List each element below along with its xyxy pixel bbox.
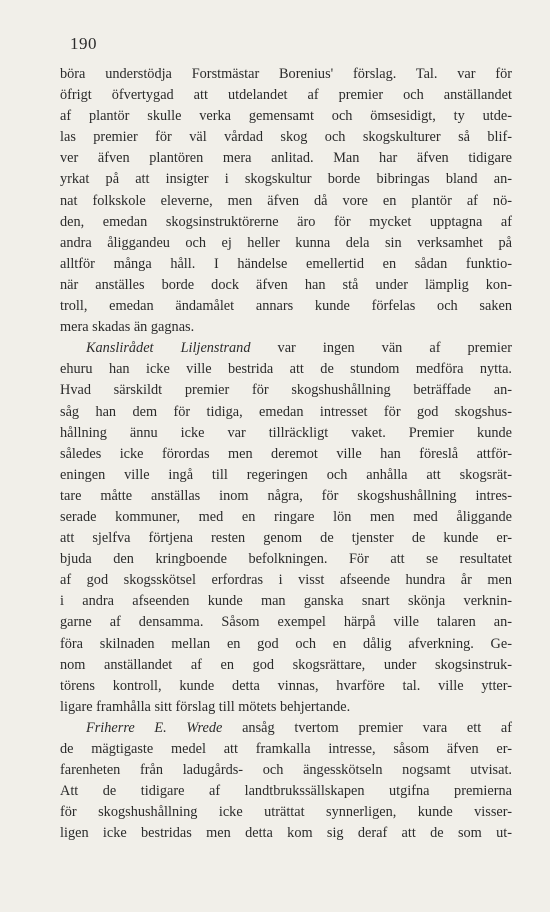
text-line xyxy=(60,296,512,317)
line-text: af plantör skulle verka gemensamt och ömsesidigt, ty utde- xyxy=(60,108,512,125)
line-text: af god skogsskötsel erfordras i visst afseende hundra år men xyxy=(60,572,512,589)
line-text: ehuru han icke ville bestrida att de stundom medföra nytta. xyxy=(60,361,512,378)
text-line xyxy=(60,338,512,359)
text-line xyxy=(60,655,512,676)
text-line xyxy=(60,697,512,718)
speaker-name: Kanslirådet Liljenstrand xyxy=(86,340,251,357)
line-text: nom anställandet af en god skogsrättare, under skogsinstruk- xyxy=(60,656,512,673)
line-text: troll, emedan ändamålet annars kunde förfelas och saken xyxy=(60,298,512,315)
line-text: farenheten från ladugårds- och ängesskötseln nogsamt utvisat. xyxy=(60,762,512,779)
text-line xyxy=(60,444,512,465)
line-text: att sjelfva förtjena resten genom de tjenster de kunde er- xyxy=(60,530,512,547)
line-text: i andra afseenden kunde man ganska snart skönja verknin- xyxy=(60,593,512,610)
text-line xyxy=(60,380,512,401)
text-line xyxy=(60,781,512,802)
page-number: 190 xyxy=(70,34,97,53)
line-text: törens kontroll, kunde detta vinnas, hvarföre tal. ville ytter- xyxy=(60,677,512,694)
line-text: de mägtigaste medel att framkalla intresse, såsom äfven er- xyxy=(60,741,512,757)
text-line xyxy=(60,802,512,823)
text-line xyxy=(60,465,512,486)
text-line xyxy=(60,634,512,655)
text-line xyxy=(60,359,512,380)
text-line xyxy=(60,612,512,633)
line-text: den, emedan skogsinstruktörerne äro för mycket upptagna af xyxy=(60,213,512,230)
line-text: las premier för väl vårdad skog och skogskulturer så blif- xyxy=(60,129,512,146)
line-text: garne af densamma. Såsom exempel härpå ville talaren an- xyxy=(60,614,512,631)
line-text: bjuda den kringboende befolkningen. För att se resultatet xyxy=(60,551,512,568)
line-text: öfrigt öfvertygad att utdelandet af premier och anställandet xyxy=(60,87,512,104)
line-text: alltför många håll. I händelse emellertid en sådan funktio- xyxy=(60,255,512,272)
text-line xyxy=(60,507,512,528)
text-line xyxy=(60,106,512,127)
text-line xyxy=(60,169,512,190)
text-line xyxy=(60,528,512,549)
text-line xyxy=(60,570,512,591)
body-text xyxy=(60,64,512,844)
text-line xyxy=(60,718,512,739)
text-line xyxy=(60,85,512,106)
line-text: var ingen vän af premier xyxy=(250,340,512,357)
text-line xyxy=(60,739,512,760)
text-line xyxy=(60,317,512,338)
line-text: ansåg tvertom premier vara ett af xyxy=(222,719,512,736)
line-text: serade kommuner, med en ringare lön men med åliggande xyxy=(60,508,512,525)
text-line xyxy=(60,148,512,169)
line-text: för skogshushållning icke uträttat synnerligen, kunde visser- xyxy=(60,804,512,821)
text-line xyxy=(60,233,512,254)
text-line xyxy=(60,212,512,233)
speaker-name: Friherre E. Wrede xyxy=(86,719,223,736)
text-line xyxy=(60,591,512,612)
text-line xyxy=(60,191,512,212)
line-text: nat folkskole eleverne, men äfven då vore en plantör af nö- xyxy=(60,192,512,209)
line-text: tare måtte anställas inom några, för skogshushållning intres- xyxy=(60,487,512,504)
line-text: hållning ännu icke var tillräckligt vaket. Premier kunde xyxy=(60,424,512,441)
line-text: såg han dem för tidiga, emedan intresset för god skogshus- xyxy=(60,403,512,420)
line-text: mera skadas än gagnas. xyxy=(60,319,195,336)
line-text: eningen ville ingå till regeringen och anhålla att skogsrät- xyxy=(60,466,512,483)
line-text: således icke förordas men deremot ville han föreslå attför- xyxy=(60,445,512,462)
line-text: ligare framhålla sitt förslag till mötets behjertande. xyxy=(60,698,351,715)
line-text: föra skilnaden mellan en god och en dålig afverkning. Ge- xyxy=(60,635,512,652)
line-text: böra understödja Forstmästar Borenius' förslag. Tal. var för xyxy=(60,66,512,82)
line-text: Att de tidigare af landtbrukssällskapen utgifna premierna xyxy=(60,783,512,800)
text-line xyxy=(60,486,512,507)
text-line xyxy=(60,254,512,275)
text-line xyxy=(60,549,512,570)
text-line xyxy=(60,823,512,844)
text-line xyxy=(60,64,512,85)
text-line xyxy=(60,423,512,444)
text-line xyxy=(60,275,512,296)
line-text: yrkat på att insigter i skogskultur borde bibringas bland an- xyxy=(60,171,512,188)
line-text: när anställes borde dock äfven han stå under lämplig kon- xyxy=(60,276,512,293)
text-line xyxy=(60,676,512,697)
text-line xyxy=(60,760,512,781)
line-text: ver äfven plantören mera anlitad. Man har äfven tidigare xyxy=(60,150,512,167)
line-text: ligen icke bestridas men detta kom sig deraf att de som ut- xyxy=(60,825,512,842)
line-text: andra åliggandeu och ej heller kunna dela sin verksamhet på xyxy=(60,234,512,251)
text-line xyxy=(60,127,512,148)
text-line xyxy=(60,402,512,423)
line-text: Hvad särskildt premier för skogshushållning beträffade an- xyxy=(60,382,512,399)
